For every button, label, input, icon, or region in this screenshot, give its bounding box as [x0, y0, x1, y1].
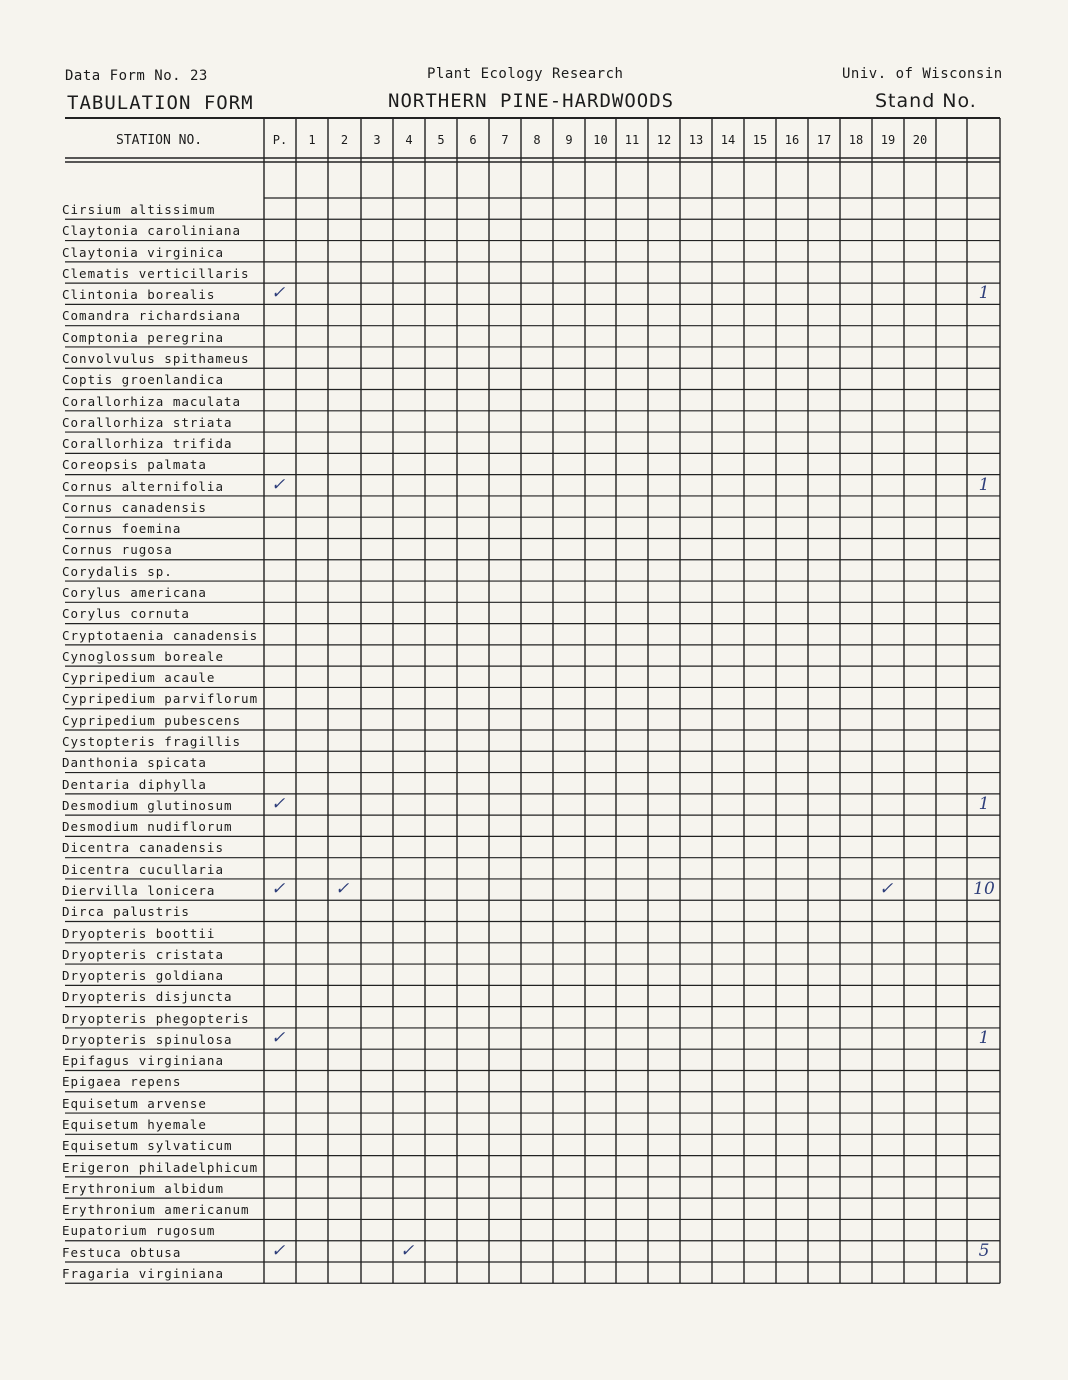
- species-name: Convolvulus spithameus: [62, 350, 250, 366]
- species-name: Cryptotaenia canadensis: [62, 627, 259, 643]
- species-name: Dryopteris cristata: [62, 946, 224, 962]
- species-name: Claytonia caroliniana: [62, 223, 242, 239]
- species-name: Coptis groenlandica: [62, 372, 224, 388]
- column-header: 18: [848, 133, 864, 147]
- column-header: 15: [752, 133, 768, 147]
- check-mark: ✓: [271, 793, 286, 814]
- count-value: 1: [978, 474, 990, 495]
- species-name: Corallorhiza trifida: [62, 436, 233, 452]
- species-name: Dicentra cucullaria: [62, 861, 224, 877]
- column-header: 14: [720, 133, 736, 147]
- university-name: Univ. of Wisconsin: [842, 66, 1003, 82]
- species-name: Dryopteris disjuncta: [62, 989, 233, 1005]
- species-name: Dryopteris boottii: [62, 925, 216, 941]
- column-header: P.: [272, 133, 288, 147]
- species-name: Clintonia borealis: [62, 287, 216, 303]
- column-header: 2: [340, 133, 349, 147]
- species-name: Desmodium glutinosum: [62, 797, 233, 813]
- institution-name: Plant Ecology Research: [427, 66, 624, 82]
- species-name: Cypripedium acaule: [62, 670, 216, 686]
- species-name: Dryopteris phegopteris: [62, 1010, 250, 1026]
- species-name: Cystopteris fragillis: [62, 734, 242, 749]
- column-header: 8: [533, 133, 541, 147]
- species-name: Cornus canadensis: [62, 499, 207, 515]
- species-name: Desmodium nudiflorum: [62, 819, 233, 835]
- species-name: Dryopteris goldiana: [62, 968, 224, 984]
- species-name: Corydalis sp.: [62, 563, 173, 579]
- count-value: 1: [978, 793, 990, 814]
- forest-type-title: NORTHERN PINE-HARDWOODS: [388, 90, 675, 112]
- species-name: Cypripedium pubescens: [62, 712, 242, 728]
- species-name: Comandra richardsiana: [62, 308, 242, 324]
- column-header: 9: [565, 133, 573, 147]
- check-mark: ✓: [400, 1240, 415, 1261]
- column-header: 16: [784, 133, 800, 147]
- column-header: 12: [656, 133, 672, 147]
- species-name: Dryopteris spinulosa: [62, 1031, 233, 1047]
- species-name: Equisetum arvense: [62, 1095, 207, 1111]
- species-name: Equisetum hyemale: [62, 1117, 207, 1133]
- species-name: Erigeron philadelphicum: [62, 1159, 259, 1175]
- check-mark: ✓: [335, 878, 350, 899]
- species-name: Equisetum sylvaticum: [62, 1138, 233, 1154]
- species-name: Cornus rugosa: [62, 542, 173, 558]
- species-name: Diervilla lonicera: [62, 882, 216, 898]
- column-header: 17: [816, 133, 832, 147]
- species-name: Dirca palustris: [62, 904, 190, 920]
- species-name: Fragaria virginiana: [62, 1266, 224, 1281]
- column-header: 11: [624, 133, 640, 147]
- species-name: Cypripedium parviflorum: [62, 691, 259, 707]
- check-mark: ✓: [271, 1027, 286, 1048]
- check-mark: ✓: [879, 878, 894, 899]
- check-mark: ✓: [271, 474, 286, 495]
- count-value: 1: [978, 1027, 990, 1048]
- station-number-label: STATION NO.: [116, 133, 203, 148]
- species-name: Cynoglossum boreale: [62, 648, 224, 664]
- species-name: Erythronium americanum: [62, 1202, 250, 1218]
- species-name: Comptonia peregrina: [62, 329, 224, 345]
- species-name: Dicentra canadensis: [62, 840, 224, 856]
- column-header: 4: [405, 133, 413, 147]
- form-title: TABULATION FORM: [67, 92, 254, 114]
- check-mark: ✓: [271, 1240, 286, 1261]
- species-name: Eupatorium rugosum: [62, 1223, 216, 1239]
- count-value: 10: [973, 878, 995, 899]
- check-mark: ✓: [271, 283, 286, 304]
- column-header: 3: [373, 133, 381, 147]
- form-number: Data Form No. 23: [65, 68, 208, 84]
- species-name: Coreopsis palmata: [62, 457, 207, 473]
- count-value: 1: [978, 283, 990, 304]
- column-header: 7: [501, 133, 509, 147]
- species-name: Cornus alternifolia: [62, 478, 224, 494]
- species-name: Festuca obtusa: [62, 1244, 182, 1260]
- stand-number-label: Stand No.: [875, 90, 977, 112]
- species-name: Erythronium albidum: [62, 1180, 224, 1196]
- species-name: Epifagus virginiana: [62, 1053, 224, 1069]
- species-name: Clematis verticillaris: [62, 265, 250, 281]
- species-name: Corylus americana: [62, 585, 207, 601]
- check-mark: ✓: [271, 878, 286, 899]
- species-name: Claytonia virginica: [62, 244, 224, 260]
- species-name: Corylus cornuta: [62, 606, 190, 622]
- species-name: Cornus foemina: [62, 521, 182, 537]
- species-name: Corallorhiza maculata: [62, 393, 242, 409]
- count-value: 5: [978, 1240, 990, 1261]
- column-header: 10: [593, 133, 608, 147]
- column-header: 20: [912, 133, 928, 147]
- column-header: 1: [308, 133, 316, 147]
- column-header: 6: [469, 133, 477, 147]
- column-header: 13: [688, 133, 704, 147]
- species-name: Cirsium altissimum: [62, 202, 216, 217]
- species-name: Danthonia spicata: [62, 755, 207, 771]
- species-name: Dentaria diphylla: [62, 776, 207, 792]
- column-header: 5: [437, 133, 445, 147]
- species-name: Corallorhiza striata: [62, 414, 233, 430]
- column-header: 19: [880, 133, 896, 147]
- species-name: Epigaea repens: [62, 1074, 182, 1090]
